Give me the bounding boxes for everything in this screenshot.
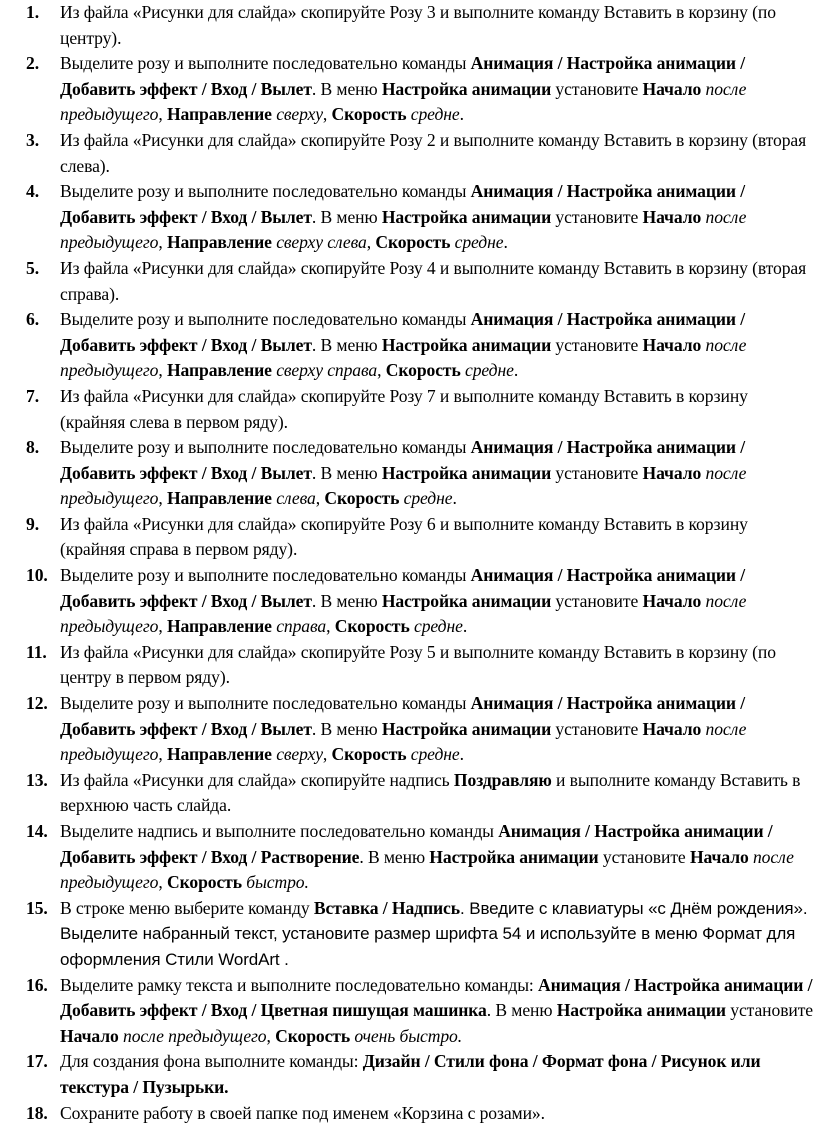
bold-text: Начало	[642, 718, 702, 739]
list-item	[26, 563, 814, 640]
italic-text: средне	[410, 104, 460, 125]
item-text: Из файла «Рисунки для слайда» скопируйте Розу 4 и выполните команду Вставить в корзину (вторая справа).	[60, 257, 807, 304]
bold-text: Начало	[689, 846, 749, 867]
item-number: 17.	[26, 1051, 48, 1072]
italic-text: очень быстро.	[354, 1025, 463, 1046]
bold-text: Настройка анимации	[381, 78, 552, 99]
list-item	[26, 1049, 814, 1100]
bold-text: Настройка анимации	[381, 590, 552, 611]
item-text: .	[513, 360, 519, 381]
bold-text: Настройка анимации	[381, 718, 552, 739]
item-number: 3.	[26, 129, 39, 150]
list-item	[26, 384, 814, 435]
bold-text: Настройка анимации	[381, 462, 552, 483]
item-text: Выделите розу и выполните последовательно команды	[60, 693, 471, 714]
item-number: 12.	[26, 693, 48, 714]
item-text: Выделите надпись и выполните последовательно команды	[60, 821, 499, 841]
item-text: установите	[551, 590, 643, 611]
item-text: ,	[377, 360, 386, 381]
italic-text: быстро.	[246, 872, 309, 893]
bold-text: Начало	[642, 206, 702, 227]
item-text: установите	[551, 462, 643, 483]
list-item	[26, 0, 814, 51]
item-text: ,	[158, 360, 167, 381]
italic-text: после предыдущего	[60, 846, 794, 893]
item-text: ,	[158, 744, 167, 765]
item-text: ,	[158, 872, 167, 893]
list-item	[26, 819, 814, 896]
italic-text: сверху	[276, 744, 323, 765]
item-text: Из файла «Рисунки для слайда» скопируйте надпись	[60, 769, 454, 790]
item-number: 6.	[26, 309, 39, 330]
item-number: 7.	[26, 385, 39, 406]
bold-text: Скорость	[385, 360, 461, 381]
item-number: 18.	[26, 1102, 48, 1123]
list-item	[26, 768, 814, 819]
item-text: установите	[551, 206, 643, 227]
italic-text: после предыдущего	[60, 718, 747, 765]
bold-text: Скорость	[334, 616, 410, 637]
bold-text: Направление	[166, 744, 272, 765]
item-number: 1.	[26, 2, 39, 22]
bold-text: Вставка / Надпись	[313, 897, 460, 918]
item-text: ,	[158, 488, 167, 509]
italic-text: сверху справа	[276, 360, 378, 381]
bold-text: Настройка анимации	[381, 206, 552, 227]
list-item	[26, 307, 814, 384]
item-number: 5.	[26, 257, 39, 278]
item-text: ,	[366, 232, 376, 253]
item-text: ,	[315, 488, 325, 509]
list-item	[26, 179, 814, 256]
item-text: установите	[551, 718, 643, 739]
item-text: . В меню	[311, 590, 382, 611]
bold-text: Начало	[642, 590, 702, 611]
item-text: . В меню	[311, 206, 382, 227]
item-text: ,	[158, 104, 167, 125]
item-number: 16.	[26, 974, 48, 995]
bold-text: Скорость	[324, 488, 400, 509]
item-text: Сохраните работу в своей папке под именем «Корзина с розами».	[60, 1102, 545, 1123]
italic-text: сверху слева	[276, 232, 367, 253]
italic-text: средне	[410, 744, 460, 765]
bold-text: Направление	[166, 360, 272, 381]
item-text: ,	[158, 616, 167, 637]
item-text: установите	[598, 846, 690, 867]
item-text: и выполните команду Вставить в верхнюю часть слайда.	[60, 769, 801, 816]
item-text: Из файла «Рисунки для слайда» скопируйте Розу 7 и выполните команду Вставить в корзину (крайняя слева в первом ряду).	[60, 385, 748, 432]
list-item	[26, 1101, 814, 1127]
item-text: Выделите розу и выполните последовательно команды	[60, 565, 471, 586]
item-text: Из файла «Рисунки для слайда» скопируйте Розу 2 и выполните команду Вставить в корзину (вторая слева).	[60, 129, 807, 176]
italic-text: средне	[465, 360, 514, 381]
item-text: .	[459, 104, 464, 125]
bold-text: Анимация / Настройка анимации / Добавить эффект / Вход / Вылет	[60, 693, 746, 739]
bold-text: Направление	[166, 232, 272, 253]
italic-text: после предыдущего	[60, 334, 747, 381]
item-text: ,	[322, 744, 332, 765]
list-item	[26, 973, 814, 1050]
item-text: ,	[326, 616, 335, 637]
item-text: ,	[158, 232, 167, 253]
item-text: установите	[725, 1000, 814, 1021]
bold-text: Анимация / Настройка анимации / Добавить эффект / Вход / Растворение	[60, 821, 773, 867]
item-text: .	[503, 232, 508, 253]
bold-text: Поздравляю	[453, 769, 552, 790]
item-text: ,	[322, 104, 332, 125]
italic-text: средне	[413, 616, 463, 637]
item-text: Введите с клавиатуры «с Днём рождения». Выделите набранный текст, установите размер шрифта 54 и используйте в меню Формат для оформления Стили WordArt .	[60, 898, 808, 969]
item-number: 10.	[26, 565, 48, 586]
bold-text: Настройка анимации	[429, 846, 599, 867]
item-text: установите	[551, 78, 643, 99]
item-number: 9.	[26, 513, 39, 534]
instruction-list	[26, 0, 814, 1126]
bold-text: Направление	[166, 488, 272, 509]
item-text: Из файла «Рисунки для слайда» скопируйте Розу 3 и выполните команду Вставить в корзину (по центру).	[60, 2, 776, 48]
item-text: . В меню	[311, 78, 382, 99]
bold-text: Анимация / Настройка анимации / Добавить эффект / Вход / Вылет	[60, 565, 746, 611]
item-text: Из файла «Рисунки для слайда» скопируйте Розу 6 и выполните команду Вставить в корзину (крайняя справа в первом ряду).	[60, 513, 748, 560]
bold-text: Настройка анимации	[556, 1000, 726, 1021]
bold-text: Скорость	[331, 744, 407, 765]
list-item	[26, 640, 814, 691]
bold-text: Начало	[642, 462, 702, 483]
bold-text: Скорость	[331, 104, 407, 125]
italic-text: после предыдущего	[123, 1025, 267, 1046]
item-number: 4.	[26, 181, 39, 202]
item-text: установите	[551, 334, 643, 355]
bold-text: Скорость	[275, 1025, 351, 1046]
italic-text: после предыдущего	[60, 206, 747, 253]
list-item	[26, 691, 814, 768]
item-number: 15.	[26, 897, 48, 918]
list-item	[26, 435, 814, 512]
item-text: В строке меню выберите команду	[60, 897, 314, 918]
item-text: . В меню	[486, 1000, 557, 1021]
bold-text: Скорость	[375, 232, 451, 253]
bold-text: Анимация / Настройка анимации / Добавить эффект / Вход / Цветная пишущая машинка	[60, 974, 813, 1021]
bold-text: Скорость	[166, 872, 242, 893]
italic-text: после предыдущего	[60, 78, 747, 125]
bold-text: Начало	[642, 78, 702, 99]
bold-text: Направление	[166, 616, 272, 637]
item-text: .	[459, 744, 464, 765]
bold-text: Анимация / Настройка анимации / Добавить эффект / Вход / Вылет	[60, 181, 746, 227]
list-item	[26, 256, 814, 307]
list-item	[26, 51, 814, 128]
list-item	[26, 512, 814, 563]
bold-text: Анимация / Настройка анимации / Добавить эффект / Вход / Вылет	[60, 437, 746, 483]
bold-text: Анимация / Настройка анимации / Добавить эффект / Вход / Вылет	[60, 53, 746, 99]
item-text: Выделите розу и выполните последовательно команды	[60, 309, 471, 330]
item-text: . В меню	[359, 846, 430, 867]
italic-text: средне	[403, 488, 453, 509]
item-text: ,	[266, 1025, 276, 1046]
item-text: Выделите розу и выполните последовательно команды	[60, 437, 471, 458]
bold-text: Дизайн / Стили фона / Формат фона / Рисунок или текстура / Пузырьки.	[60, 1051, 761, 1097]
list-item	[26, 128, 814, 179]
item-text: Выделите розу и выполните последовательно команды	[60, 53, 471, 74]
bold-text: Настройка анимации	[381, 334, 552, 355]
item-number: 2.	[26, 53, 39, 74]
item-text: . В меню	[311, 718, 382, 739]
item-text: Из файла «Рисунки для слайда» скопируйте Розу 5 и выполните команду Вставить в корзину (по центру в первом ряду).	[60, 641, 776, 688]
item-text: Для создания фона выполните команды:	[60, 1051, 363, 1072]
italic-text: справа	[276, 616, 327, 637]
bold-text: Начало	[60, 1025, 119, 1046]
item-number: 14.	[26, 821, 48, 841]
italic-text: слева	[276, 488, 316, 509]
item-number: 8.	[26, 437, 39, 458]
italic-text: сверху	[276, 104, 323, 125]
item-number: 11.	[26, 641, 47, 662]
item-text: .	[452, 488, 457, 509]
italic-text: после предыдущего	[60, 590, 747, 637]
item-text: Выделите розу и выполните последовательно команды	[60, 181, 471, 202]
item-text: . В меню	[311, 334, 382, 355]
item-text: .	[459, 898, 470, 918]
bold-text: Анимация / Настройка анимации / Добавить эффект / Вход / Вылет	[60, 309, 746, 355]
bold-text: Начало	[642, 334, 702, 355]
item-text: .	[462, 616, 468, 637]
item-text: Выделите рамку текста и выполните последовательно команды:	[60, 974, 539, 995]
item-text: . В меню	[311, 462, 382, 483]
bold-text: Направление	[166, 104, 272, 125]
item-number: 13.	[26, 769, 48, 790]
italic-text: средне	[454, 232, 504, 253]
list-item	[26, 896, 814, 973]
italic-text: после предыдущего	[60, 462, 747, 509]
